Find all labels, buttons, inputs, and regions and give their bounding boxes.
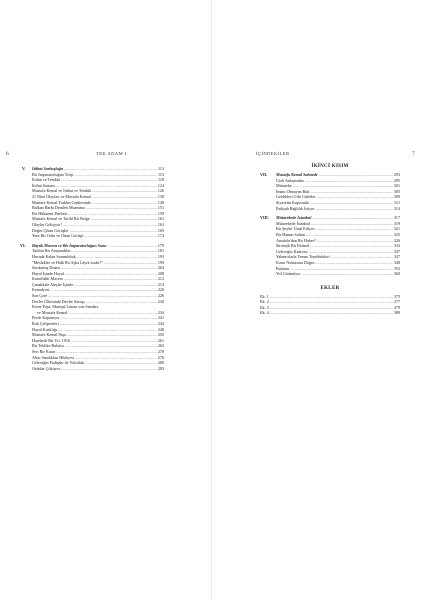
entry-page: 348 (393, 259, 400, 265)
entry-page: 241 (157, 315, 164, 321)
part-title: Mustafa Kemal Sahnede (276, 172, 318, 177)
part-numeral: V. (22, 166, 26, 171)
entry-page: 360 (393, 271, 400, 277)
entry-title: Anadolu'dan Bir Haber? (276, 237, 316, 243)
toc-entry (260, 271, 400, 277)
entry-page: 234 (157, 309, 164, 315)
entry-title: Hareketli Bir Yıl: 1916 (32, 337, 70, 343)
entry-page: 159 (157, 210, 164, 216)
part-page: 293 (393, 172, 400, 177)
entry-title: Bir İmparatorluğun Yitişi (32, 171, 74, 177)
entry-page: 261 (157, 337, 164, 343)
appendix-entries (260, 294, 400, 316)
entry-title: Mustafa Kemal ve Tarihî Bir Belge (32, 216, 90, 222)
entry-title: Ek: 4 (260, 310, 269, 316)
entry-title: ve Mustafa Kemal (37, 309, 68, 315)
entry-title: Mustafa Kemal Paşa (32, 332, 66, 338)
leader-dots (302, 271, 393, 277)
entry-page: 208 (157, 270, 164, 276)
entry-title: Havada Kalan Sorumluluk (32, 253, 76, 259)
entry-page: 333 (393, 243, 400, 249)
entry-title: 31 Mart Olayları ve Mustafa Kemal (32, 193, 91, 199)
right-page (212, 0, 424, 600)
entry-page: 199 (157, 259, 164, 265)
entry-title: Ruh Çelişmeleri (32, 321, 59, 327)
entry-page: 276 (157, 354, 164, 360)
entry-page: 319 (393, 220, 400, 226)
entry-page: 301 (393, 183, 400, 189)
toc-part (20, 166, 164, 172)
entry-title: Geleceğin Kadrosu (276, 248, 308, 254)
entry-title: Geldikleri Gibi Giderler (276, 194, 316, 200)
leader-dots (84, 233, 157, 239)
entry-page: 326 (393, 237, 400, 243)
entry-title: Mustafa Kemal ve İttihat ve Terakki (32, 188, 92, 194)
part-page: 317 (393, 215, 400, 221)
entry-title: Padişah Bağlılık İstiyor (276, 205, 315, 211)
entry-title: Geleceğin Padişahı ile Yolculuk (32, 360, 85, 366)
entry-page: 169 (157, 227, 164, 233)
toc-entry (20, 233, 164, 239)
leader-dots (108, 243, 157, 249)
entry-title: Tarihin Bir Araşımdılar (32, 248, 71, 254)
entry-page: 214 (157, 281, 164, 287)
entry-page: 138 (157, 193, 164, 199)
entry-page: 305 (393, 188, 400, 194)
appendix-heading: EKLER (320, 285, 340, 291)
toc-part (260, 215, 400, 221)
entry-title: Ek: 1 (260, 293, 269, 299)
entry-title: Yabancılarla Temas Teşebbüsleri (276, 254, 330, 260)
entry-page: 250 (157, 332, 164, 338)
entry-title: Bir Tehlike Buluttu (32, 343, 64, 349)
entry-title: Enver Paşa, Mareşal Liman von Sanders (32, 304, 99, 310)
entry-page: 263 (157, 343, 164, 349)
entry-page: 174 (157, 233, 164, 239)
entry-title: Altın Sandıkları Hikâyesi (32, 354, 74, 360)
entry-page: 347 (393, 254, 400, 260)
entry-title: Bir Hükümet Darbesi (32, 210, 68, 216)
entry-page: 230 (157, 298, 164, 304)
entry-title: Mütarekede İstanbul (276, 220, 310, 226)
entry-page: 295 (393, 177, 400, 183)
entry-page: 220 (157, 287, 164, 293)
leader-dots (61, 366, 157, 372)
entry-title: İttihat Sonrası (32, 182, 56, 188)
entry-page: 379 (393, 304, 400, 310)
entry-page: 270 (157, 349, 164, 354)
part-numeral: VII. (260, 172, 268, 177)
entry-title: Doğru Çıkan Görüşler (32, 227, 69, 233)
entry-page: 353 (393, 265, 400, 271)
entry-page: 126 (157, 188, 164, 194)
entry-title: Gizli Anlaşmalar (276, 177, 304, 183)
entry-title: Bulutan (276, 265, 289, 271)
left-page-number: 6 (6, 151, 9, 157)
part-page: 179 (157, 242, 164, 248)
entry-title: Kemalyeri (32, 287, 50, 293)
entry-title: Sarıkamış Dramı (32, 265, 60, 271)
entry-title: Ordular Çöküyor (32, 365, 61, 371)
right-toc (260, 164, 400, 316)
toc-entries (260, 178, 400, 212)
right-page-number: 7 (412, 151, 415, 157)
entry-title: Mütareke (276, 183, 292, 189)
toc-entries (260, 221, 400, 277)
toc-entry (260, 206, 400, 212)
entry-page: 314 (393, 205, 400, 211)
entry-page: 124 (157, 182, 164, 188)
left-toc (20, 166, 164, 371)
entry-page: 280 (157, 360, 164, 366)
entry-title: Ek: 2 (260, 299, 269, 305)
entry-page: 212 (157, 276, 164, 282)
toc-entries (20, 248, 164, 371)
part-page: 113 (158, 166, 164, 171)
entry-title: Karar Noktasına Doğru (276, 259, 315, 265)
leader-dots (319, 172, 393, 178)
toc-entries (20, 172, 164, 239)
entry-title: Son Çare (32, 293, 48, 299)
entry-page: 309 (393, 194, 400, 200)
leader-dots (64, 166, 157, 172)
part-title: Mütarekede İstanbul (276, 215, 312, 221)
entry-page: 226 (157, 293, 164, 299)
entry-page: 325 (393, 231, 400, 237)
entry-title: Mustafa Kemal Trablus Cephesinde (32, 199, 91, 205)
entry-page: 118 (158, 177, 164, 183)
entry-page: 337 (393, 248, 400, 254)
part-heading: İKİNCİ KISIM (311, 164, 349, 169)
entry-title: Stratejik Bir İhtimal (276, 243, 309, 249)
entry-page: 163 (157, 221, 164, 227)
entry-title: Bir Şeyler Ümit Ediyor (276, 226, 315, 232)
entry-page: 377 (393, 299, 400, 305)
entry-page: 193 (157, 253, 164, 259)
entry-title: "Meslekler ve Halk Bu Aşka Lâyık mıdır?" (32, 259, 103, 265)
entry-title: Çanakkale Ateşler İçinde (32, 281, 74, 287)
entry-page: 380 (393, 310, 400, 316)
leader-dots (270, 310, 393, 316)
entry-page: 148 (157, 199, 164, 205)
entry-page: 244 (157, 321, 164, 327)
entry-title: Ek: 3 (260, 304, 269, 310)
entry-page: 311 (394, 199, 400, 205)
right-running-head: İÇİNDEKİLER (256, 151, 290, 156)
entry-page: 375 (393, 293, 400, 299)
entry-page: 204 (157, 265, 164, 271)
entry-title: İmanı Olmayan Ruh (276, 188, 310, 194)
entry-page: 151 (157, 205, 164, 211)
part-numeral: VI. (20, 242, 26, 248)
entry-page: 181 (157, 248, 164, 254)
entry-page: 115 (158, 171, 164, 177)
entry-page: 321 (393, 226, 400, 232)
entry-title: Yeni Bir Ordu ve Onun Görüşü (32, 233, 84, 239)
toc-entry (20, 366, 164, 372)
part-numeral: VIII. (260, 215, 269, 221)
entry-title: Siyasetin Kapısında (276, 199, 309, 205)
entry-title: Devler Ülkesinde Devler Savaşı (32, 298, 85, 304)
toc-part (260, 172, 400, 178)
leader-dots (312, 215, 392, 221)
entry-title: Sert Bir Karar (32, 349, 56, 354)
entry-title: İttihat ve Terakki (32, 177, 61, 183)
part-title: Büyük Macera ve Bir İmparatorluğun Sonu (32, 242, 107, 248)
entry-title: Hayal İçinde Hayal (32, 270, 64, 276)
left-running-head: TEK ADAM I (96, 151, 127, 156)
entry-page: 248 (157, 326, 164, 332)
toc-entry (260, 310, 400, 316)
entry-title: Hayal Kırıklığı (32, 326, 57, 332)
part-title: İttihat Sarhoşluğu (32, 166, 64, 171)
leader-dots (316, 206, 393, 212)
entry-title: Perde Kapanıyor (32, 315, 60, 321)
entry-page: 283 (157, 365, 164, 371)
entry-title: Yol Görünüyor (276, 271, 301, 277)
toc-part (20, 243, 164, 249)
entry-title: Olaylar Gelişiyor! (32, 221, 62, 227)
entry-page: 161 (157, 216, 164, 222)
entry-title: Balkan Harbi Denilen Muamma (32, 205, 85, 211)
entry-title: Bir Hanım Sultan (276, 231, 305, 237)
entry-title: Kanal'daki Macera (32, 276, 63, 282)
